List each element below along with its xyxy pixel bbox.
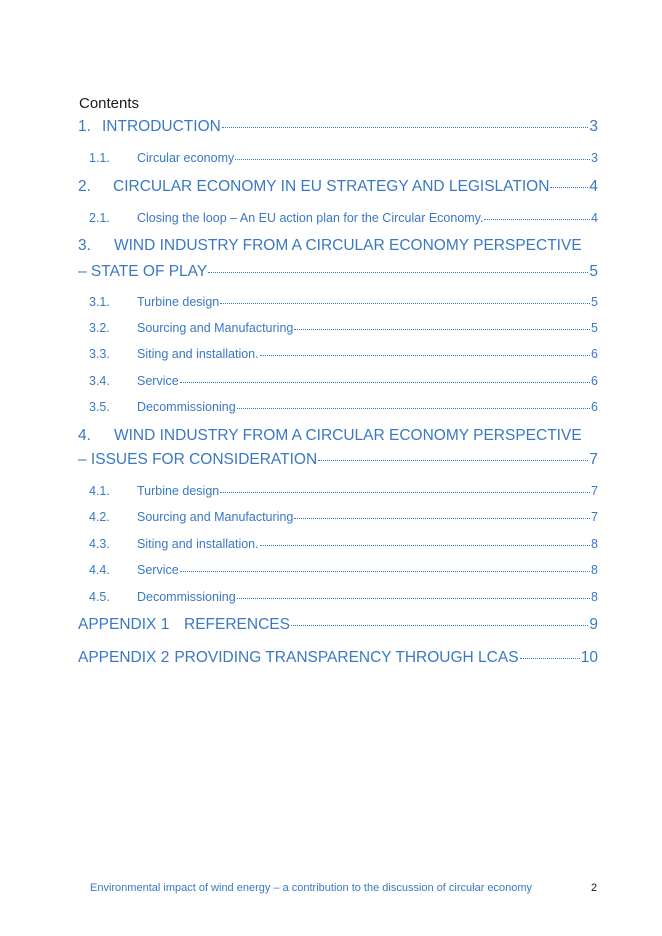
leader-dots xyxy=(180,382,590,383)
leader-dots xyxy=(291,625,588,626)
toc-heading: Contents xyxy=(79,95,140,112)
leader-dots xyxy=(220,492,590,493)
toc-entry-3-2[interactable] xyxy=(89,321,598,335)
toc-title: WIND INDUSTRY FROM A CIRCULAR ECONOMY PERSPECTIVE xyxy=(114,427,582,444)
toc-entry-appendix-1[interactable] xyxy=(78,616,598,634)
leader-dots xyxy=(260,545,590,546)
toc-page: 9 xyxy=(589,616,598,633)
toc-title: Decommissioning xyxy=(137,400,236,414)
toc-entry-4-continued[interactable] xyxy=(78,451,598,469)
leader-dots xyxy=(520,658,580,659)
leader-dots xyxy=(222,127,589,128)
toc-number: 3.4. xyxy=(89,374,110,388)
leader-dots xyxy=(294,329,590,330)
toc-title: Siting and installation. xyxy=(137,537,259,551)
leader-dots xyxy=(237,408,590,409)
leader-dots xyxy=(260,355,590,356)
toc-title: Sourcing and Manufacturing xyxy=(137,510,294,524)
leader-dots xyxy=(294,518,590,519)
leader-dots xyxy=(484,219,590,220)
toc-number: 3.5. xyxy=(89,400,110,414)
toc-title: Service xyxy=(137,374,179,388)
toc-title: CIRCULAR ECONOMY IN EU STRATEGY AND LEGISLATION xyxy=(113,178,550,195)
toc-entry-3[interactable] xyxy=(78,237,598,255)
toc-page: 8 xyxy=(591,590,598,604)
leader-dots xyxy=(220,303,590,304)
toc-entry-4-4[interactable] xyxy=(89,563,598,577)
toc-title: PROVIDING TRANSPARENCY THROUGH LCAS xyxy=(174,649,519,666)
toc-number: APPENDIX 1 xyxy=(78,616,170,633)
leader-dots xyxy=(237,598,590,599)
toc-number: 3.3. xyxy=(89,347,110,361)
toc-page: 7 xyxy=(591,510,598,524)
toc-page: 7 xyxy=(589,451,598,468)
toc-number: 4.5. xyxy=(89,590,110,604)
toc-number: 3.2. xyxy=(89,321,110,335)
toc-title: Siting and installation. xyxy=(137,347,259,361)
toc-title: Turbine design xyxy=(137,295,220,309)
toc-page: 8 xyxy=(591,563,598,577)
toc-entry-appendix-2[interactable] xyxy=(78,649,598,667)
toc-page: 5 xyxy=(591,295,598,309)
toc-title: Closing the loop – An EU action plan for the Circular Economy. xyxy=(137,211,484,225)
toc-number: 4.2. xyxy=(89,510,110,524)
toc-page: 7 xyxy=(591,484,598,498)
toc-entry-1-1[interactable] xyxy=(89,151,598,165)
toc-entry-4-2[interactable] xyxy=(89,510,598,524)
toc-title: Sourcing and Manufacturing xyxy=(137,321,294,335)
toc-page: 10 xyxy=(580,649,598,666)
toc-title: REFERENCES xyxy=(184,616,290,633)
toc-entry-4[interactable] xyxy=(78,427,598,445)
toc-page: 5 xyxy=(591,321,598,335)
footer-page-number: 2 xyxy=(591,882,598,894)
toc-page: 5 xyxy=(589,263,598,280)
toc-entry-4-5[interactable] xyxy=(89,590,598,604)
toc-number: 3.1. xyxy=(89,295,110,309)
toc-page: 4 xyxy=(589,178,598,195)
toc-entry-3-5[interactable] xyxy=(89,400,598,414)
toc-entry-4-3[interactable] xyxy=(89,537,598,551)
toc-entry-2-1[interactable] xyxy=(89,211,598,225)
toc-entry-3-4[interactable] xyxy=(89,374,598,388)
toc-entry-3-continued[interactable] xyxy=(78,263,598,281)
toc-number: APPENDIX 2 xyxy=(78,649,170,666)
leader-dots xyxy=(235,159,590,160)
toc-number: 4.4. xyxy=(89,563,110,577)
toc-number: 3. xyxy=(78,237,91,254)
leader-dots xyxy=(180,571,590,572)
leader-dots xyxy=(208,272,588,273)
toc-page: 3 xyxy=(589,118,598,135)
toc-number: 2.1. xyxy=(89,211,110,225)
toc-title: INTRODUCTION xyxy=(102,118,221,135)
toc-entry-3-3[interactable] xyxy=(89,347,598,361)
toc-number: 4. xyxy=(78,427,91,444)
toc-title: Decommissioning xyxy=(137,590,236,604)
toc-title: WIND INDUSTRY FROM A CIRCULAR ECONOMY PERSPECTIVE xyxy=(114,237,582,254)
toc-title: Service xyxy=(137,563,179,577)
toc-title: Turbine design xyxy=(137,484,220,498)
toc-page: 3 xyxy=(591,151,598,165)
toc-entry-1[interactable] xyxy=(78,118,598,136)
toc-entry-3-1[interactable] xyxy=(89,295,598,309)
toc-page: 6 xyxy=(591,374,598,388)
toc-entry-2[interactable] xyxy=(78,178,598,196)
toc-title-continued: – STATE OF PLAY xyxy=(78,263,208,280)
toc-page: 8 xyxy=(591,537,598,551)
toc-page: 6 xyxy=(591,400,598,414)
toc-number: 4.1. xyxy=(89,484,110,498)
leader-dots xyxy=(318,460,588,461)
toc-number: 4.3. xyxy=(89,537,110,551)
footer-text: Environmental impact of wind energy – a contribution to the discussion of circular economy xyxy=(90,882,533,894)
toc-entry-4-1[interactable] xyxy=(89,484,598,498)
toc-page: 4 xyxy=(591,211,598,225)
leader-dots xyxy=(550,187,588,188)
toc-number: 1.1. xyxy=(89,151,110,165)
toc-title: Circular economy xyxy=(137,151,235,165)
toc-title-continued: – ISSUES FOR CONSIDERATION xyxy=(78,451,318,468)
toc-number: 1. xyxy=(78,118,91,135)
toc-number: 2. xyxy=(78,178,91,195)
toc-page: 6 xyxy=(591,347,598,361)
